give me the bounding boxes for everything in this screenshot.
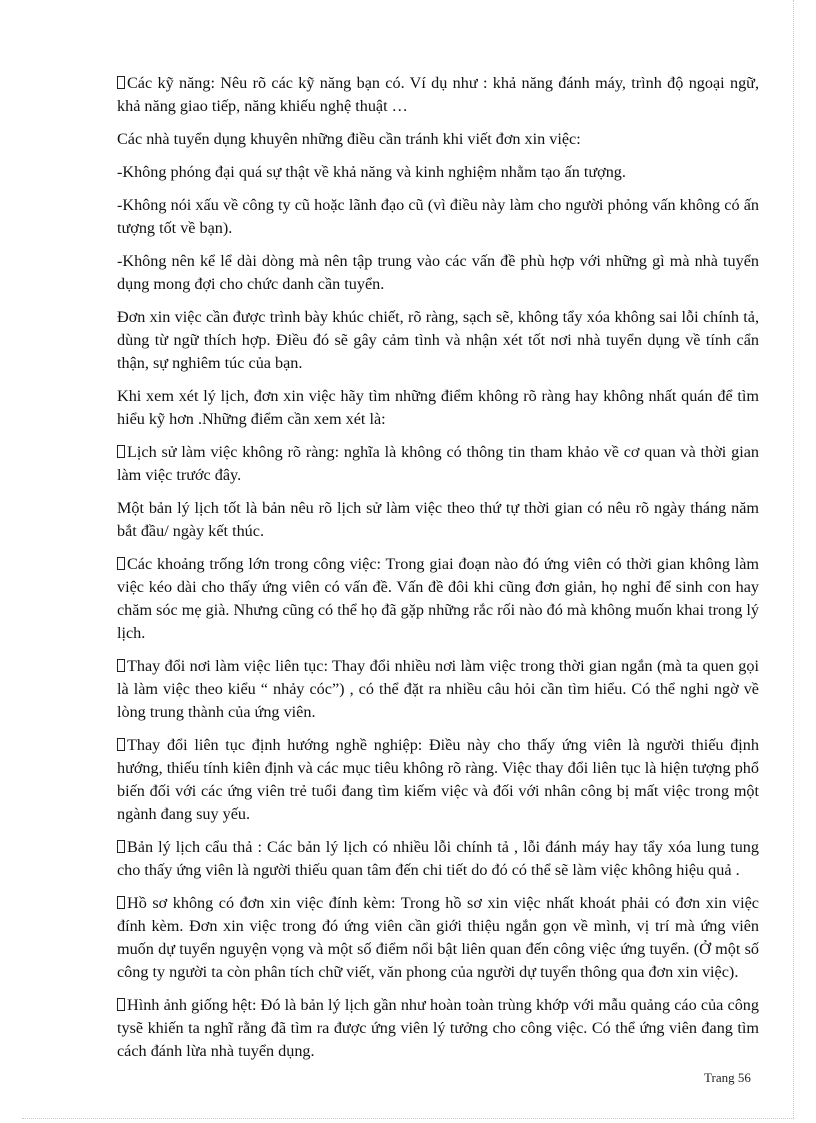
page-label: Trang bbox=[704, 1070, 735, 1085]
bullet-paragraph bbox=[117, 655, 759, 724]
paragraph-text: Hồ sơ không có đơn xin việc đính kèm: Trong hồ sơ xin việc nhất khoát phải có đơn xin việc đính kèm. Đơn xin việc trong đó ứng viên cần giới thiệu ngắn gọn về mình, vị trí mà ứng viên muốn dự tuyển nguyện vọng và một số điểm nổi bật liên quan đến công việc ứng tuyển. (Ở một số công ty người ta còn phân tích chữ viết, văn phong của người dự tuyển thông qua đơn xin việc). bbox=[117, 894, 759, 981]
paragraph-text: Lịch sử làm việc không rõ ràng: nghĩa là không có thông tin tham khảo về cơ quan và thời gian làm việc trước đây. bbox=[117, 443, 759, 484]
paragraph-text: Bản lý lịch cẩu thả : Các bản lý lịch có nhiều lỗi chính tả , lỗi đánh máy hay tẩy xóa lung tung cho thấy ứng viên là người thiếu quan tâm đến chi tiết do đó có thể sẽ làm việc không hiệu quả . bbox=[117, 838, 759, 879]
paragraph-text: Thay đổi liên tục định hướng nghề nghiệp: Điều này cho thấy ứng viên là người thiếu định hướng, thiếu tính kiên định và các mục tiêu không rõ ràng. Việc thay đổi liên tục là hiện tượng phổ biến đối với các ứng viên trẻ tuổi đang tìm kiếm việc và đối với nhân công bị mất việc trong một ngành đang suy yếu. bbox=[117, 736, 759, 823]
bullet-paragraph bbox=[117, 734, 759, 826]
bullet-box-icon bbox=[117, 557, 125, 570]
page-border-right bbox=[793, 0, 794, 1118]
paragraph-text: Hình ảnh giống hệt: Đó là bản lý lịch gần như hoàn toàn trùng khớp với mẫu quảng cáo của công tysẽ khiến ta nghĩ rằng đã tìm ra được ứng viên lý tưởng cho công việc. Có thể ứng viên đang tìm cách đánh lừa nhà tuyển dụng. bbox=[117, 996, 759, 1060]
paragraph-text: Một bản lý lịch tốt là bản nêu rõ lịch sử làm việc theo thứ tự thời gian có nêu rõ ngày tháng năm bắt đầu/ ngày kết thúc. bbox=[117, 499, 759, 540]
bullet-box-icon bbox=[117, 896, 125, 909]
bullet-paragraph bbox=[117, 553, 759, 645]
paragraph bbox=[117, 250, 759, 296]
bullet-box-icon bbox=[117, 998, 125, 1011]
paragraph-text: -Không nói xấu về công ty cũ hoặc lãnh đạo cũ (vì điều này làm cho người phỏng vấn không có ấn tượng tốt về bạn). bbox=[117, 196, 759, 237]
bullet-paragraph bbox=[117, 836, 759, 882]
paragraph bbox=[117, 128, 759, 151]
bullet-paragraph bbox=[117, 441, 759, 487]
paragraph-text: -Không nên kể lể dài dòng mà nên tập trung vào các vấn đề phù hợp với những gì mà nhà tuyển dụng mong đợi cho chức danh cần tuyển. bbox=[117, 252, 759, 293]
bullet-paragraph bbox=[117, 892, 759, 984]
paragraph bbox=[117, 306, 759, 375]
bullet-box-icon bbox=[117, 659, 125, 672]
paragraph-text: Đơn xin việc cần được trình bày khúc chiết, rõ ràng, sạch sẽ, không tẩy xóa không sai lỗi chính tả, dùng từ ngữ thích hợp. Điều đó sẽ gây cảm tình và nhận xét tốt nơi nhà tuyển dụng về tính cẩn thận, sự nghiêm túc của bạn. bbox=[117, 308, 759, 372]
bullet-box-icon bbox=[117, 76, 125, 89]
document-body bbox=[117, 72, 759, 1073]
paragraph-text: Các khoảng trống lớn trong công việc: Trong giai đoạn nào đó ứng viên có thời gian không làm việc kéo dài cho thấy ứng viên có vấn đề. Vấn đề đôi khi cũng đơn giản, họ nghỉ để sinh con hay chăm sóc mẹ già. Nhưng cũng có thể họ đã gặp những rắc rối nào đó mà không muốn khai trong lý lịch. bbox=[117, 555, 759, 642]
bullet-box-icon bbox=[117, 840, 125, 853]
paragraph bbox=[117, 194, 759, 240]
page-border-bottom bbox=[22, 1118, 794, 1119]
page-number: 56 bbox=[737, 1070, 751, 1085]
paragraph-text: Thay đổi nơi làm việc liên tục: Thay đổi nhiều nơi làm việc trong thời gian ngắn (mà ta quen gọi là làm việc theo kiểu “ nhảy cóc”) , có thể đặt ra nhiều câu hỏi cần tìm hiểu. Có thể nghi ngờ về lòng trung thành của ứng viên. bbox=[117, 657, 759, 721]
bullet-box-icon bbox=[117, 445, 125, 458]
paragraph bbox=[117, 161, 759, 184]
bullet-paragraph bbox=[117, 72, 759, 118]
paragraph-text: Các nhà tuyển dụng khuyên những điều cần tránh khi viết đơn xin việc: bbox=[117, 130, 581, 148]
paragraph-text: Các kỹ năng: Nêu rõ các kỹ năng bạn có. Ví dụ như : khả năng đánh máy, trình độ ngoại ngữ, khả năng giao tiếp, năng khiếu nghệ thuật … bbox=[117, 74, 759, 115]
page-footer bbox=[704, 1070, 751, 1086]
paragraph bbox=[117, 385, 759, 431]
bullet-paragraph bbox=[117, 994, 759, 1063]
paragraph bbox=[117, 497, 759, 543]
paragraph-text: -Không phóng đại quá sự thật về khả năng và kinh nghiệm nhằm tạo ấn tượng. bbox=[117, 163, 626, 181]
paragraph-text: Khi xem xét lý lịch, đơn xin việc hãy tìm những điểm không rõ ràng hay không nhất quán để tìm hiểu kỹ hơn .Những điểm cần xem xét là: bbox=[117, 387, 759, 428]
bullet-box-icon bbox=[117, 738, 125, 751]
